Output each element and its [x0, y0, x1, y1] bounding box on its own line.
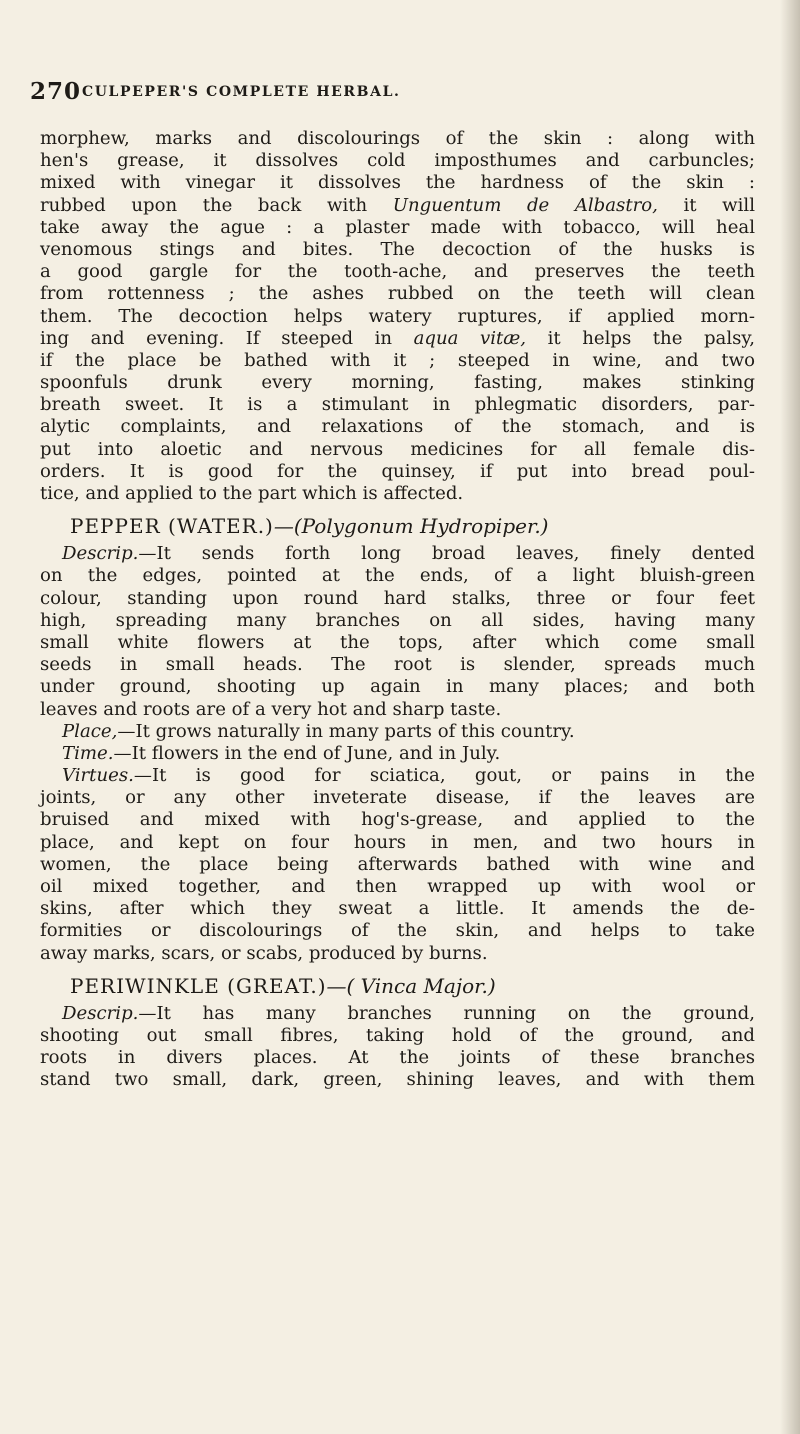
text-line: bruised and mixed with hog's-grease, and applied to the	[40, 809, 755, 831]
text-line: under ground, shooting up again in many places; and both	[40, 676, 755, 698]
text-line: put into aloetic and nervous medicines for all female dis-	[40, 438, 755, 460]
text-line: them. The decoction helps watery ruptures, if applied morn-	[40, 305, 755, 327]
entry-heading-pepper: PEPPER (WATER.)—(Polygonum Hydropiper.)	[70, 514, 549, 539]
text-line: shooting out small fibres, taking hold of the ground, and	[40, 1024, 755, 1046]
text-line: joints, or any other inveterate disease, if the leaves are	[40, 787, 755, 809]
text-line: Descrip.—It sends forth long broad leaves, finely dented	[62, 543, 755, 565]
text-line: high, spreading many branches on all sides, having many	[40, 609, 755, 631]
section-label: Place,	[62, 720, 118, 742]
text-line: Place,—It grows naturally in many parts of this country.	[62, 720, 575, 742]
text-line: alytic complaints, and relaxations of the stomach, and is	[40, 416, 755, 438]
text-line: roots in divers places. At the joints of these branches	[40, 1047, 755, 1069]
text-line: oil mixed together, and then wrapped up with wool or	[40, 876, 755, 897]
text-line: a good gargle for the tooth-ache, and preserves the teeth	[40, 261, 755, 283]
section-label: Descrip.	[62, 1002, 139, 1024]
page-edge-shadow	[780, 0, 800, 1434]
page-number: 270	[30, 78, 82, 105]
body-text	[40, 128, 755, 1092]
text-line: take away the ague : a plaster made with tobacco, will heal	[40, 216, 755, 238]
text-line: Time.—It flowers in the end of June, and in July.	[62, 742, 501, 764]
latin-term: Unguentum de Albastro,	[392, 194, 658, 216]
running-head: CULPEPER'S COMPLETE HERBAL.	[82, 84, 401, 100]
text-line: mixed with vinegar it dissolves the hardness of the skin :	[40, 172, 755, 194]
text-line: women, the place being afterwards bathed with wine and	[40, 853, 755, 875]
text-line: formities or discolourings of the skin, and helps to take	[40, 920, 755, 942]
text-line: hen's grease, it dissolves cold imposthumes and carbuncles;	[40, 150, 755, 172]
text-line: ing and evening. If steeped in aqua vitæ, it helps the palsy,	[40, 327, 755, 349]
latin-term: aqua vitæ,	[413, 327, 527, 349]
text-line: spoonfuls drunk every morning, fasting, makes stinking	[40, 372, 755, 394]
section-label: Descrip.	[62, 543, 139, 565]
text-line: small white flowers at the tops, after which come small	[40, 631, 755, 653]
text-line: tice, and applied to the part which is affected.	[40, 483, 464, 504]
text-line: Virtues.—It is good for sciatica, gout, or pains in the	[62, 765, 755, 787]
text-line: place, and kept on four hours in men, and two hours in	[40, 831, 755, 853]
text-line: leaves and roots are of a very hot and sharp taste.	[40, 698, 502, 720]
text-line: Descrip.—It has many branches running on the ground,	[62, 1002, 755, 1024]
text-line: if the place be bathed with it ; steeped in wine, and two	[40, 349, 755, 371]
text-line: on the edges, pointed at the ends, of a light bluish-green	[40, 565, 755, 587]
text-line: stand two small, dark, green, shining leaves, and with them	[40, 1069, 755, 1091]
text-line: from rottenness ; the ashes rubbed on the teeth will clean	[40, 283, 755, 305]
text-line: away marks, scars, or scabs, produced by burns.	[40, 942, 488, 964]
text-line: skins, after which they sweat a little. It amends the de-	[40, 898, 755, 920]
text-line: colour, standing upon round hard stalks, three or four feet	[40, 587, 755, 609]
entry-heading-periwinkle: PERIWINKLE (GREAT.)—( Vinca Major.)	[70, 973, 496, 998]
section-label: Virtues.	[62, 765, 134, 787]
text-line: venomous stings and bites. The decoction of the husks is	[40, 238, 755, 260]
text-line: orders. It is good for the quinsey, if put into bread poul-	[40, 460, 755, 482]
text-line: morphew, marks and discolourings of the skin : along with	[40, 128, 755, 149]
text-line: breath sweet. It is a stimulant in phlegmatic disorders, par-	[40, 394, 755, 416]
text-line: seeds in small heads. The root is slender, spreads much	[40, 654, 755, 676]
page-header	[30, 78, 770, 114]
text-line: rubbed upon the back with Unguentum de Albastro, it will	[40, 194, 755, 216]
section-label: Time.	[62, 742, 114, 764]
